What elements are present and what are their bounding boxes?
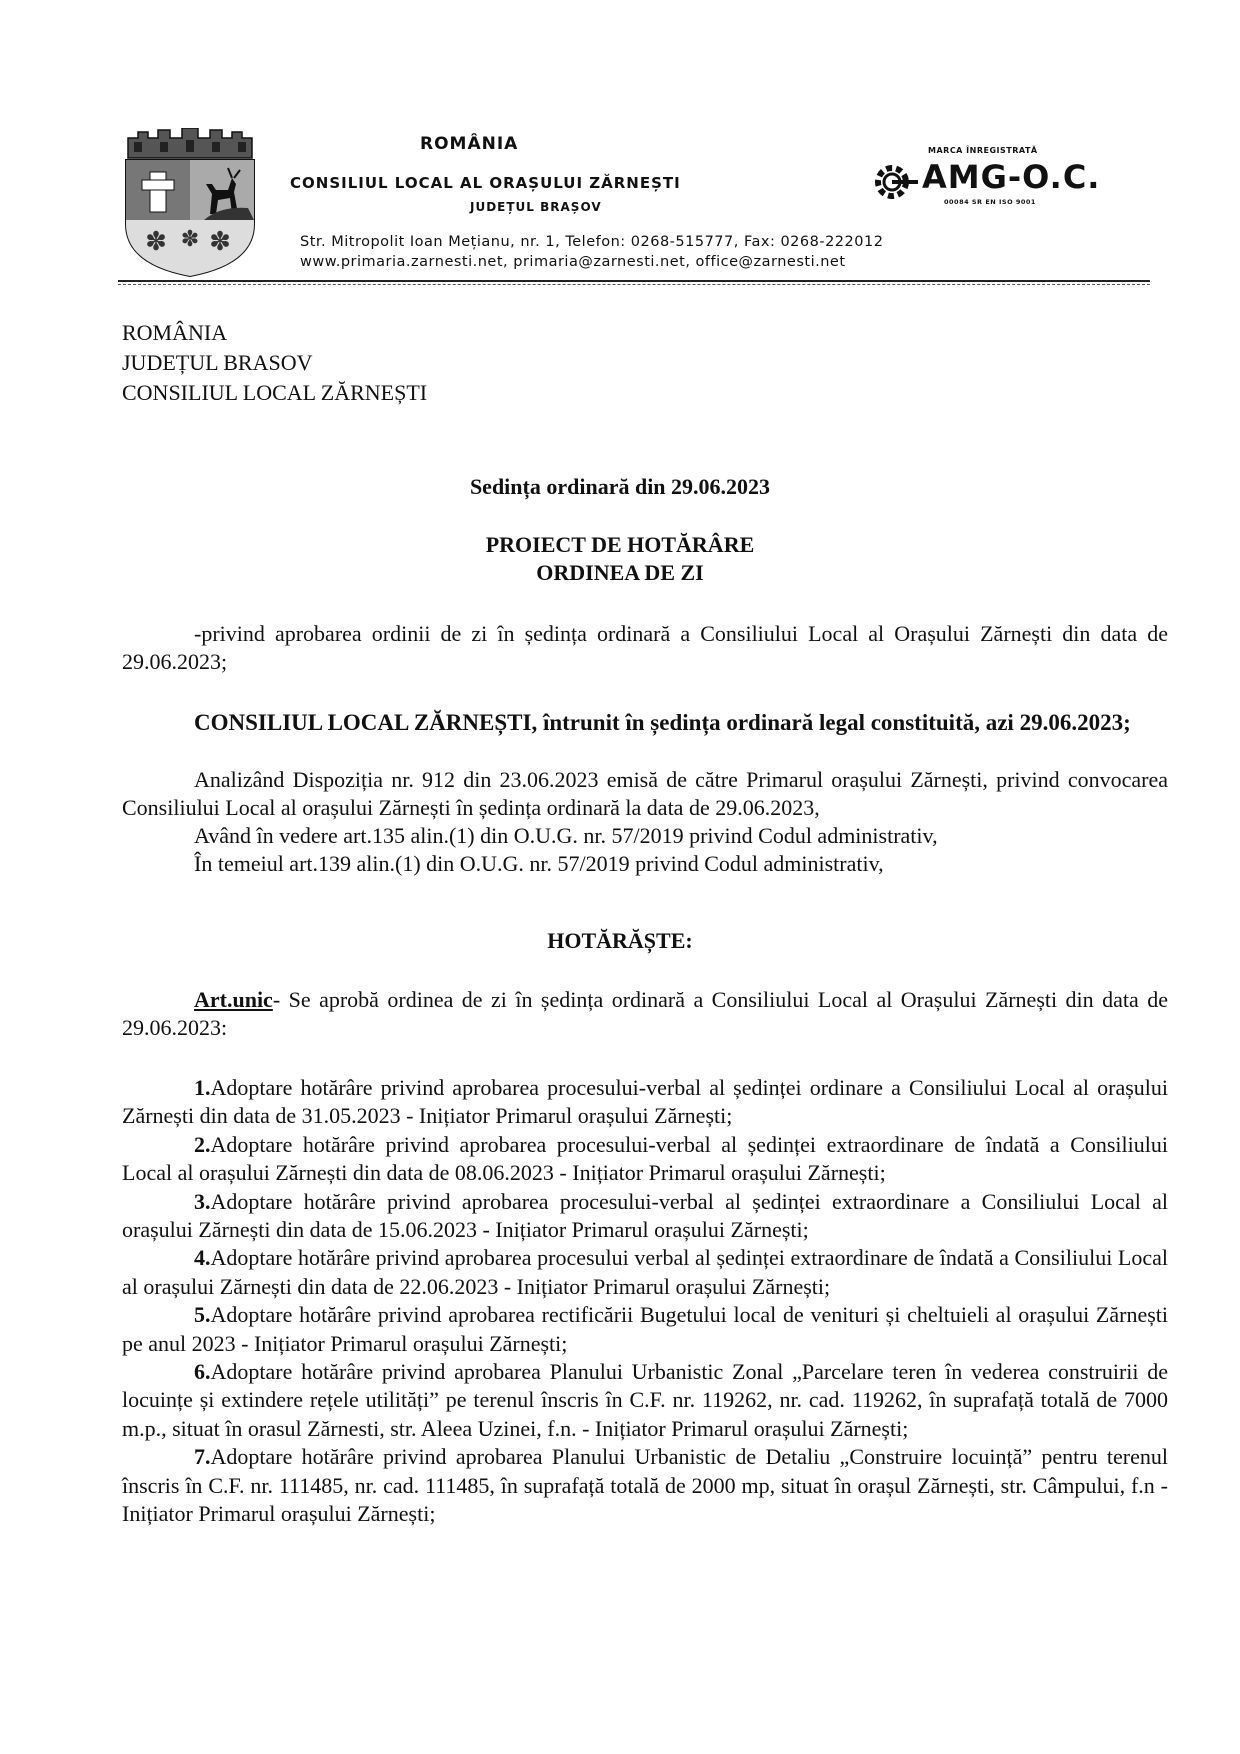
letterhead-county: JUDEȚUL BRAȘOV <box>470 200 602 214</box>
agenda-item-text: Adoptare hotărâre privind aprobarea Planului Urbanistic de Detaliu „Construire locuință” pentru terenul înscris în C.F. nr. 111485, nr. cad. 111485, în suprafață totală de 2000 mp, situat în orașul Zărnești, str. Câmpului, f.n - Inițiator Primarul orașului Zărnești; <box>122 1444 1168 1527</box>
preamble-basis: În temeiul art.139 alin.(1) din O.U.G. nr. 57/2019 privind Codul administrativ, <box>194 851 884 876</box>
preamble-analysis: Analizând Dispoziția nr. 912 din 23.06.2023 emisă de către Primarul orașului Zărnești, privind convocarea Consiliului Local al orașului Zărnești în ședința ordinară la data de 29.06.2023, <box>122 767 1168 820</box>
header-country: ROMÂNIA <box>122 320 228 345</box>
agenda-item-number: 4. <box>194 1245 211 1271</box>
letterhead-address: Str. Mitropolit Ioan Mețianu, nr. 1, Telefon: 0268-515777, Fax: 0268-222012 <box>300 234 884 250</box>
gear-icon <box>866 160 922 204</box>
svg-text:✽: ✽ <box>145 227 167 256</box>
letterhead-divider-dashed <box>118 284 1150 285</box>
document-subtitle: ORDINEA DE ZI <box>536 560 704 585</box>
agenda-list <box>122 1074 1168 1529</box>
subject-paragraph: -privind aprobarea ordinii de zi în ședința ordinară a Consiliului Local al Orașului Zărnești din data de 29.06.2023; <box>122 621 1168 674</box>
letterhead-divider <box>118 280 1150 282</box>
agenda-item <box>122 1244 1168 1301</box>
agenda-item-number: 2. <box>194 1131 211 1157</box>
agenda-item-number: 5. <box>194 1302 211 1328</box>
agenda-item-text: Adoptare hotărâre privind aprobarea rectificării Bugetului local de venituri și cheltuieli al orașului Zărnești pe anul 2023 - Inițiator Primarul orașului Zărnești; <box>122 1302 1168 1356</box>
agenda-item <box>122 1443 1168 1528</box>
certification-mark: MARCA ÎNREGISTRATĂ <box>928 146 1038 155</box>
certification-standard: 00084 SR EN ISO 9001 <box>944 198 1036 206</box>
svg-text:✽: ✽ <box>180 226 200 251</box>
session-title: Sedința ordinară din 29.06.2023 <box>469 474 771 499</box>
agenda-item-number: 1. <box>194 1075 211 1100</box>
agenda-item-text: Adoptare hotărâre privind aprobarea procesului-verbal al ședinței ordinare a Consiliului Local al orașului Zărnești din data de 31.05.2023 - Inițiator Primarul orașului Zărnești; <box>122 1075 1168 1129</box>
document-title: PROIECT DE HOTĂRÂRE <box>485 532 755 557</box>
article-label: Art.unic <box>194 987 273 1012</box>
agenda-item-text: Adoptare hotărâre privind aprobarea procesului-verbal al ședinței extraordinare de îndată a Consiliului Local al orașului Zărnești din data de 08.06.2023 - Inițiator Primarul orașului Zărnești; <box>122 1131 1168 1186</box>
council-preamble: CONSILIUL LOCAL ZĂRNEȘTI, întrunit în ședința ordinară legal constituită, azi 29.06.2023; <box>194 710 1131 735</box>
article-text: - Se aprobă ordinea de zi în ședința ordinară a Consiliului Local al Orașului Zărnești din data de 29.06.2023: <box>122 987 1168 1040</box>
preamble-considering: Având în vedere art.135 alin.(1) din O.U.G. nr. 57/2019 privind Codul administrativ, <box>194 823 938 848</box>
agenda-item-number: 6. <box>194 1359 211 1385</box>
letterhead-council: CONSILIUL LOCAL AL ORAȘULUI ZĂRNEȘTI <box>290 174 681 192</box>
letterhead-web: www.primaria.zarnesti.net, primaria@zarnesti.net, office@zarnesti.net <box>300 254 846 270</box>
agenda-item <box>122 1074 1168 1131</box>
agenda-item-number: 3. <box>194 1188 211 1214</box>
agenda-item <box>122 1188 1168 1245</box>
svg-text:✽: ✽ <box>209 227 231 256</box>
agenda-item-text: Adoptare hotărâre privind aprobarea procesului verbal al ședinței extraordinare de îndată a Consiliului Local al orașului Zărnești din data de 22.06.2023 - Inițiator Primarul orașului Zărnești; <box>122 1245 1168 1299</box>
agenda-item-text: Adoptare hotărâre privind aprobarea procesului-verbal al ședinței extraordinare a Consiliului Local al orașului Zărnești din data de 15.06.2023 - Inițiator Primarul orașului Zărnești; <box>122 1188 1168 1243</box>
agenda-item <box>122 1301 1168 1358</box>
article-paragraph <box>122 986 1168 1042</box>
letterhead-country: ROMÂNIA <box>420 134 519 154</box>
agenda-item-text: Adoptare hotărâre privind aprobarea Planului Urbanistic Zonal „Parcelare teren în vederea construirii de locuințe și extindere rețele utilități” pe terenul înscris în C.F. nr. 119262, nr. cad. 119262, în suprafață totală de 7000 m.p., situat în orasul Zărnesti, str. Aleea Uzinei, f.n. - Inițiator Primarul orașului Zărnești; <box>122 1359 1168 1441</box>
coat-of-arms-icon <box>120 128 260 278</box>
agenda-item-number: 7. <box>194 1444 211 1470</box>
agenda-item <box>122 1358 1168 1443</box>
agenda-item <box>122 1131 1168 1188</box>
certification-logo: AMG-O.C. <box>922 158 1101 196</box>
header-county: JUDEȚUL BRASOV <box>122 350 313 375</box>
header-council: CONSILIUL LOCAL ZĂRNEȘTI <box>122 380 428 405</box>
decides-heading: HOTĂRĂȘTE: <box>547 928 693 953</box>
